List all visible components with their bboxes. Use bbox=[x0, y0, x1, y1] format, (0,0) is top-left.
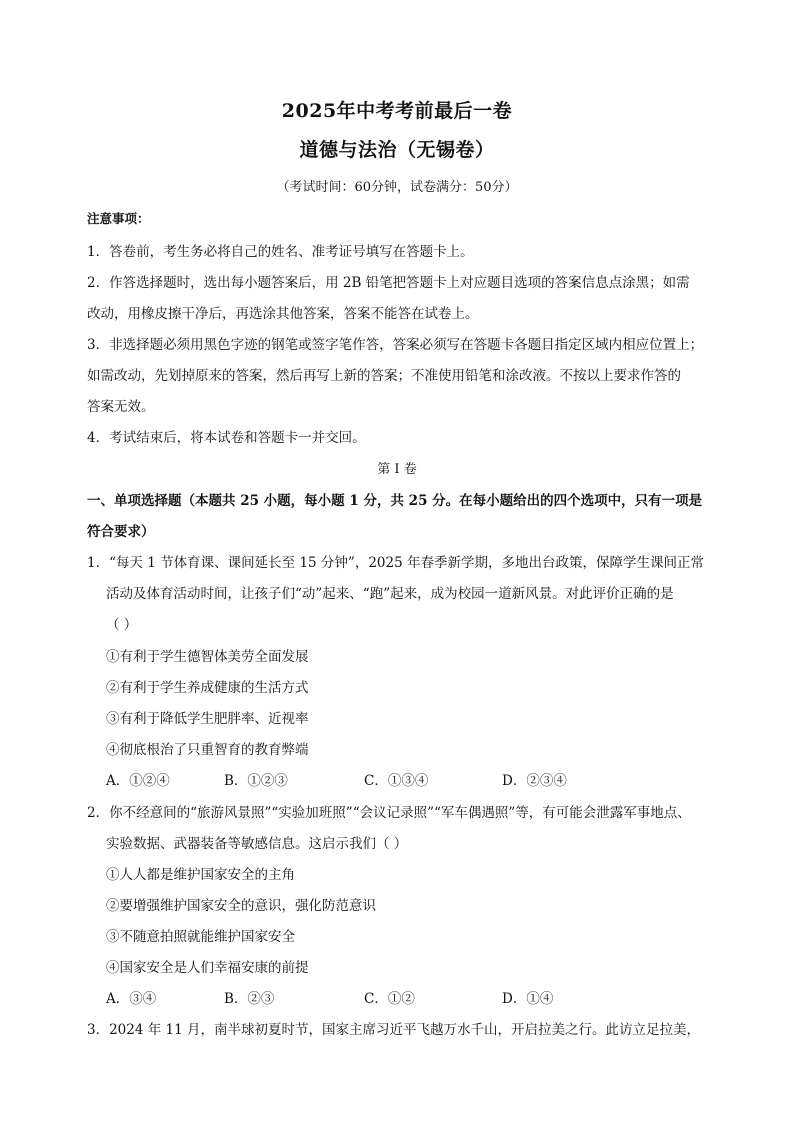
statement-item: ②要增强维护国家安全的意识，强化防范意识 bbox=[106, 898, 376, 914]
note-line: 如需改动，先划掉原来的答案，然后再写上新的答案；不准使用铅笔和涂改液。不按以上要求作答的 bbox=[87, 368, 681, 384]
note-line: 答案无效。 bbox=[87, 399, 155, 415]
option-b: B．②③ bbox=[224, 991, 275, 1007]
question-stem: 2．你不经意间的“旅游风景照”“实验加班照”“会议记录照”“军车偶遇照”等，有可能会泄露军事地点、 bbox=[87, 805, 691, 821]
option-d: D．②③④ bbox=[502, 773, 567, 789]
note-line: 2．作答选择题时，选出每小题答案后，用 2B 铅笔把答题卡上对应题目选项的答案信息点涂黑；如需 bbox=[87, 275, 690, 291]
statement-item: ①人人都是维护国家安全的主角 bbox=[106, 867, 295, 883]
statement-item: ④国家安全是人们幸福安康的前提 bbox=[106, 960, 309, 976]
exam-title: 2025年中考考前最后一卷 bbox=[281, 100, 513, 122]
section-label: 第 I 卷 bbox=[377, 462, 417, 477]
option-c: C．①③④ bbox=[364, 773, 429, 789]
answer-options bbox=[106, 769, 746, 787]
option-b: B．①②③ bbox=[224, 773, 288, 789]
exam-subject-title: 道德与法治（无锡卷） bbox=[299, 139, 495, 161]
option-d: D．①④ bbox=[502, 991, 554, 1007]
section-heading: 一、单项选择题（本题共 25 小题，每小题 1 分，共 25 分。在每小题给出的四个选项中，只有一项是 bbox=[87, 493, 703, 509]
statement-item: ③不随意拍照就能维护国家安全 bbox=[106, 929, 295, 945]
notes-heading: 注意事项： bbox=[87, 211, 150, 226]
statement-item: ③有利于降低学生肥胖率、近视率 bbox=[106, 711, 309, 727]
note-line: 4．考试结束后，将本试卷和答题卡一并交回。 bbox=[87, 430, 366, 446]
note-line: 3．非选择题必须用黑色字迹的钢笔或签字笔作答，答案必须写在答题卡各题目指定区域内相应位置上； bbox=[87, 337, 704, 353]
option-a: A．①②④ bbox=[106, 773, 170, 789]
statement-item: ④彻底根治了只重智育的教育弊端 bbox=[106, 742, 309, 758]
option-a: A．③④ bbox=[106, 991, 157, 1007]
note-line: 1．答卷前，考生务必将自己的姓名、准考证号填写在答题卡上。 bbox=[87, 244, 474, 260]
question-stem: 3．2024 年 11 月，南半球初夏时节，国家主席习近平飞越万水千山，开启拉美之行。此访立足拉美， bbox=[87, 1022, 700, 1038]
answer-options bbox=[106, 987, 746, 1005]
note-line: 改动，用橡皮擦干净后，再选涂其他答案，答案不能答在试卷上。 bbox=[87, 306, 479, 322]
statement-item: ②有利于学生养成健康的生活方式 bbox=[106, 680, 309, 696]
section-heading: 符合要求） bbox=[87, 524, 155, 540]
question-stem: 实验数据、武器装备等敏感信息。这启示我们（ ） bbox=[106, 836, 408, 852]
question-stem: （ ） bbox=[106, 617, 138, 633]
question-stem: 1．“每天 1 节体育课、课间延长至 15 分钟”，2025 年春季新学期，多地出台政策，保障学生课间正常 bbox=[87, 555, 704, 571]
exam-time-info: （考试时间：60分钟，试卷满分：50分） bbox=[276, 180, 518, 195]
option-c: C．①② bbox=[364, 991, 415, 1007]
statement-item: ①有利于学生德智体美劳全面发展 bbox=[106, 649, 309, 665]
question-stem: 活动及体育活动时间，让孩子们“动”起来、“跑”起来，成为校园一道新风景。对此评价正确的是 bbox=[106, 586, 674, 602]
